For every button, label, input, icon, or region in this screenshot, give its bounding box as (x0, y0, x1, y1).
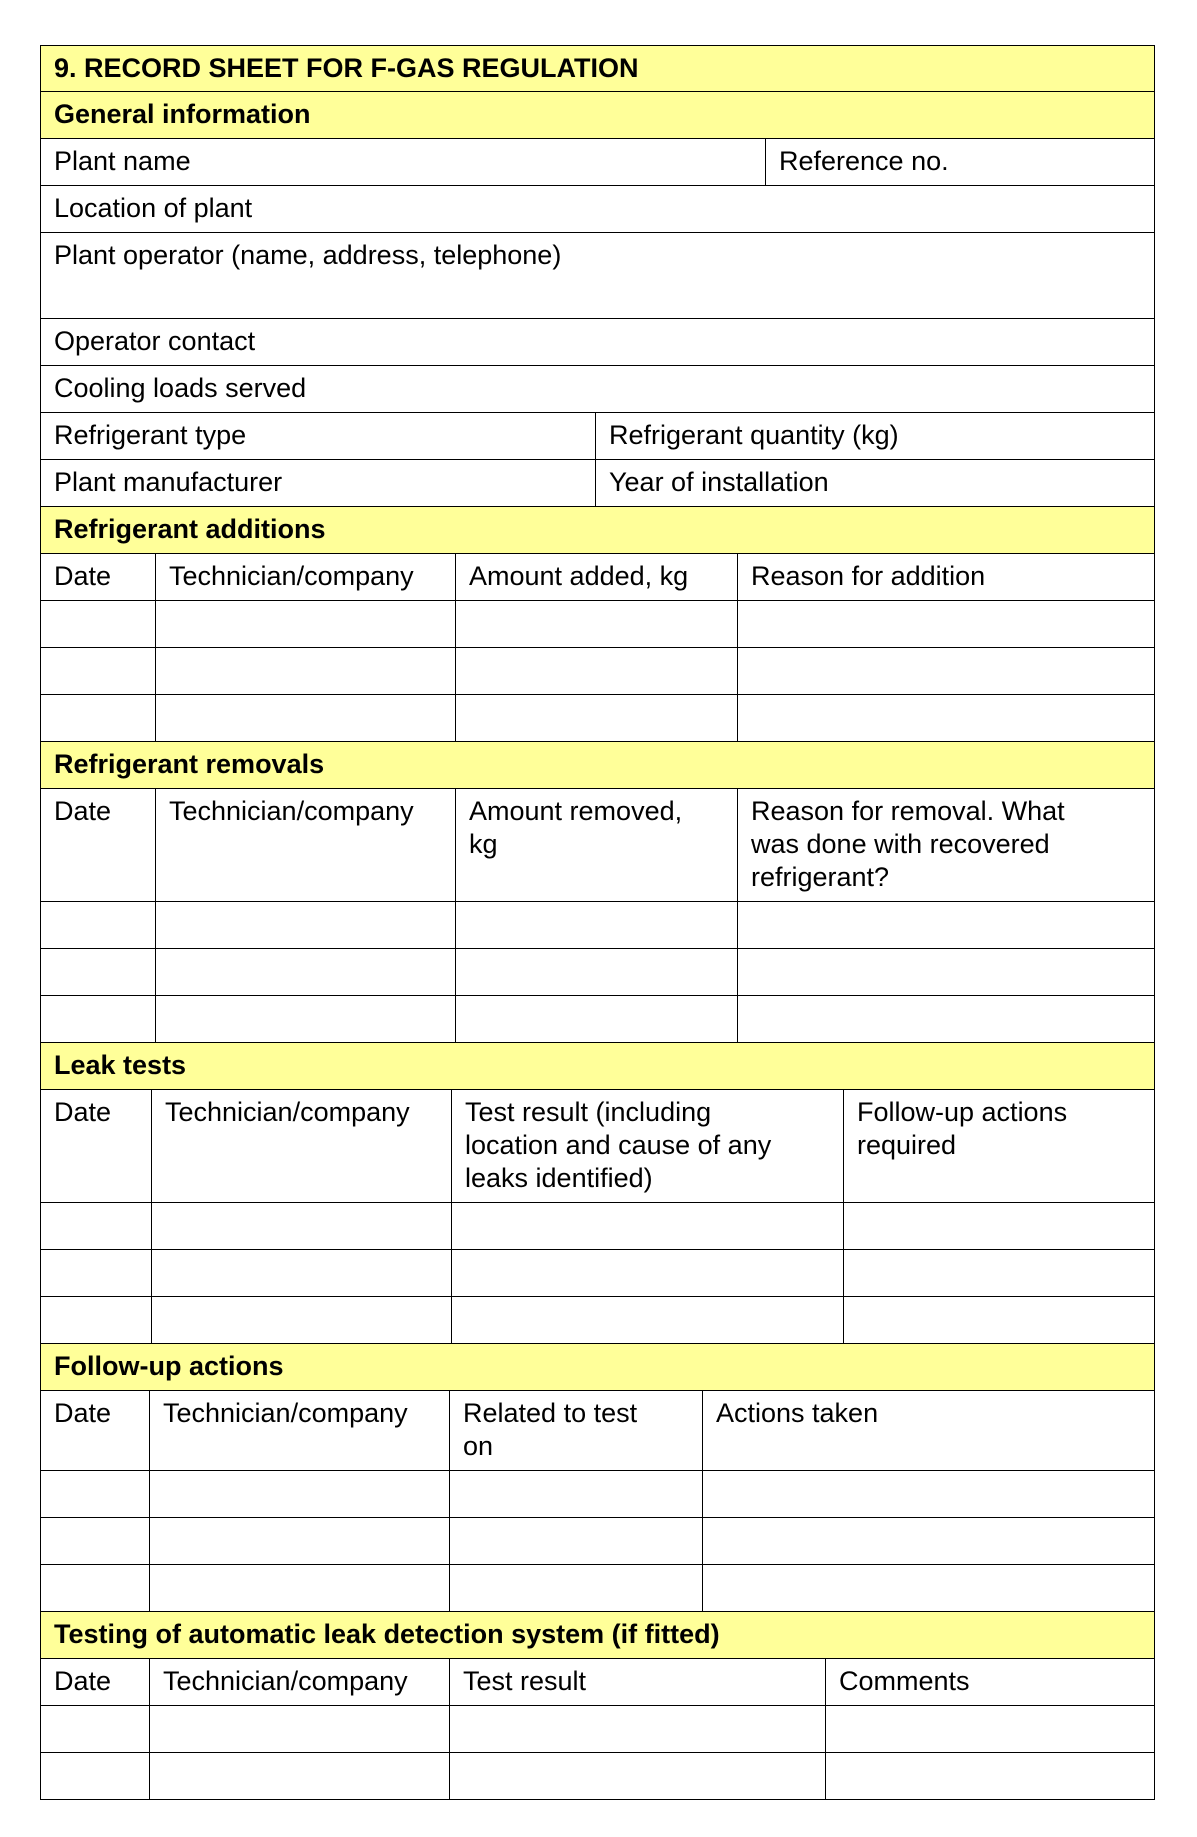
table-cell[interactable] (450, 1471, 703, 1517)
sheet-title: 9. RECORD SHEET FOR F-GAS REGULATION (54, 53, 639, 83)
removals-column-header (40, 789, 1155, 902)
table-cell[interactable] (152, 1297, 452, 1343)
table-row (40, 1706, 1155, 1753)
column-header-technician: Technician/company (150, 1391, 450, 1470)
column-header-date: Date (41, 554, 156, 600)
table-cell[interactable] (150, 1753, 450, 1799)
table-row (40, 1203, 1155, 1250)
table-cell[interactable] (450, 1753, 826, 1799)
table-row (40, 601, 1155, 648)
table-row (40, 1753, 1155, 1800)
column-header-technician: Technician/company (152, 1090, 452, 1202)
table-cell[interactable] (452, 1203, 844, 1249)
table-cell[interactable] (156, 996, 456, 1042)
table-cell[interactable] (703, 1471, 1154, 1517)
column-header-test-result: Test result (including location and cause of any leaks identified) (452, 1090, 844, 1202)
column-header-related-test: Related to test on (450, 1391, 703, 1470)
table-cell[interactable] (738, 648, 1154, 694)
table-row (40, 648, 1155, 695)
table-cell[interactable] (456, 601, 738, 647)
table-row (40, 996, 1155, 1043)
leak-tests-column-header (40, 1090, 1155, 1203)
table-cell[interactable] (41, 996, 156, 1042)
table-row (40, 695, 1155, 742)
table-cell[interactable] (150, 1518, 450, 1564)
table-cell[interactable] (738, 996, 1154, 1042)
general-row-location (40, 186, 1155, 233)
table-cell[interactable] (450, 1706, 826, 1752)
refrigerant-type-field[interactable]: Refrigerant type (41, 413, 596, 459)
general-row-contact (40, 319, 1155, 366)
column-header-amount-removed: Amount removed, kg (456, 789, 738, 901)
table-row (40, 1250, 1155, 1297)
general-row-manufacturer (40, 460, 1155, 507)
section-header-general (40, 92, 1155, 139)
title-row (40, 45, 1155, 92)
section-title-general: General information (54, 99, 311, 129)
section-header-additions (40, 507, 1155, 554)
record-sheet (40, 45, 1155, 1800)
table-row (40, 1471, 1155, 1518)
general-row-plant (40, 139, 1155, 186)
auto-detection-column-header (40, 1659, 1155, 1706)
table-row (40, 1297, 1155, 1344)
general-row-cooling (40, 366, 1155, 413)
table-cell[interactable] (703, 1565, 1154, 1611)
table-cell[interactable] (41, 1753, 150, 1799)
table-cell[interactable] (844, 1203, 1154, 1249)
table-cell[interactable] (41, 1203, 152, 1249)
plant-operator-field[interactable]: Plant operator (name, address, telephone) (54, 240, 562, 270)
follow-up-column-header (40, 1391, 1155, 1471)
table-row (40, 949, 1155, 996)
section-header-auto-detection (40, 1612, 1155, 1659)
table-cell[interactable] (452, 1297, 844, 1343)
section-title-leak-tests: Leak tests (54, 1050, 187, 1080)
cooling-loads-field[interactable]: Cooling loads served (54, 373, 307, 403)
column-header-reason-addition: Reason for addition (751, 561, 986, 591)
table-cell[interactable] (738, 601, 1154, 647)
table-cell[interactable] (41, 1565, 150, 1611)
table-cell[interactable] (456, 902, 738, 948)
general-row-refrigerant (40, 413, 1155, 460)
table-cell[interactable] (452, 1250, 844, 1296)
table-row (40, 1565, 1155, 1612)
column-header-comments: Comments (839, 1666, 970, 1696)
column-header-follow-up-required: Follow-up actions required (857, 1097, 1068, 1160)
table-cell[interactable] (844, 1297, 1154, 1343)
table-cell[interactable] (41, 1471, 150, 1517)
column-header-test-result: Test result (450, 1659, 826, 1705)
table-cell[interactable] (150, 1565, 450, 1611)
table-cell[interactable] (738, 695, 1154, 741)
table-cell[interactable] (844, 1250, 1154, 1296)
plant-name-field[interactable]: Plant name (41, 139, 766, 185)
table-cell[interactable] (738, 902, 1154, 948)
column-header-technician: Technician/company (156, 789, 456, 901)
section-header-follow-up (40, 1344, 1155, 1391)
table-cell[interactable] (456, 695, 738, 741)
table-cell[interactable] (156, 902, 456, 948)
table-cell[interactable] (41, 695, 156, 741)
table-cell[interactable] (41, 1297, 152, 1343)
column-header-amount-added: Amount added, kg (456, 554, 738, 600)
plant-manufacturer-field[interactable]: Plant manufacturer (41, 460, 596, 506)
section-title-auto-detection: Testing of automatic leak detection system (if fitted) (54, 1619, 720, 1649)
table-cell[interactable] (156, 648, 456, 694)
table-cell[interactable] (152, 1250, 452, 1296)
table-cell[interactable] (41, 1518, 150, 1564)
column-header-technician: Technician/company (156, 554, 456, 600)
table-row (40, 1518, 1155, 1565)
table-cell[interactable] (450, 1518, 703, 1564)
column-header-date: Date (41, 1659, 150, 1705)
table-cell[interactable] (41, 902, 156, 948)
section-title-follow-up: Follow-up actions (54, 1351, 284, 1381)
table-cell[interactable] (156, 695, 456, 741)
table-cell[interactable] (156, 601, 456, 647)
table-cell[interactable] (450, 1565, 703, 1611)
table-cell[interactable] (826, 1706, 1154, 1752)
table-cell[interactable] (41, 1706, 150, 1752)
section-header-removals (40, 742, 1155, 789)
additions-column-header (40, 554, 1155, 601)
table-cell[interactable] (150, 1706, 450, 1752)
column-header-date: Date (41, 789, 156, 901)
table-cell[interactable] (738, 949, 1154, 995)
table-cell[interactable] (456, 648, 738, 694)
table-cell[interactable] (152, 1203, 452, 1249)
table-cell[interactable] (456, 996, 738, 1042)
refrigerant-quantity-field[interactable]: Refrigerant quantity (kg) (609, 420, 899, 450)
table-cell[interactable] (826, 1753, 1154, 1799)
table-cell[interactable] (41, 1250, 152, 1296)
reference-no-field[interactable]: Reference no. (779, 146, 949, 176)
location-field[interactable]: Location of plant (54, 193, 253, 223)
section-title-additions: Refrigerant additions (54, 514, 326, 544)
year-installation-field[interactable]: Year of installation (609, 467, 829, 497)
column-header-reason-removal: Reason for removal. What was done with recovered refrigerant? (751, 796, 1065, 892)
table-cell[interactable] (41, 949, 156, 995)
column-header-date: Date (41, 1391, 150, 1470)
column-header-technician: Technician/company (150, 1659, 450, 1705)
table-cell[interactable] (456, 949, 738, 995)
column-header-actions-taken: Actions taken (716, 1398, 879, 1428)
table-cell[interactable] (150, 1471, 450, 1517)
section-title-removals: Refrigerant removals (54, 749, 325, 779)
table-row (40, 902, 1155, 949)
section-header-leak-tests (40, 1043, 1155, 1090)
column-header-date: Date (41, 1090, 152, 1202)
table-cell[interactable] (703, 1518, 1154, 1564)
table-cell[interactable] (41, 648, 156, 694)
general-row-operator (40, 233, 1155, 319)
table-cell[interactable] (156, 949, 456, 995)
table-cell[interactable] (41, 601, 156, 647)
operator-contact-field[interactable]: Operator contact (54, 326, 256, 356)
